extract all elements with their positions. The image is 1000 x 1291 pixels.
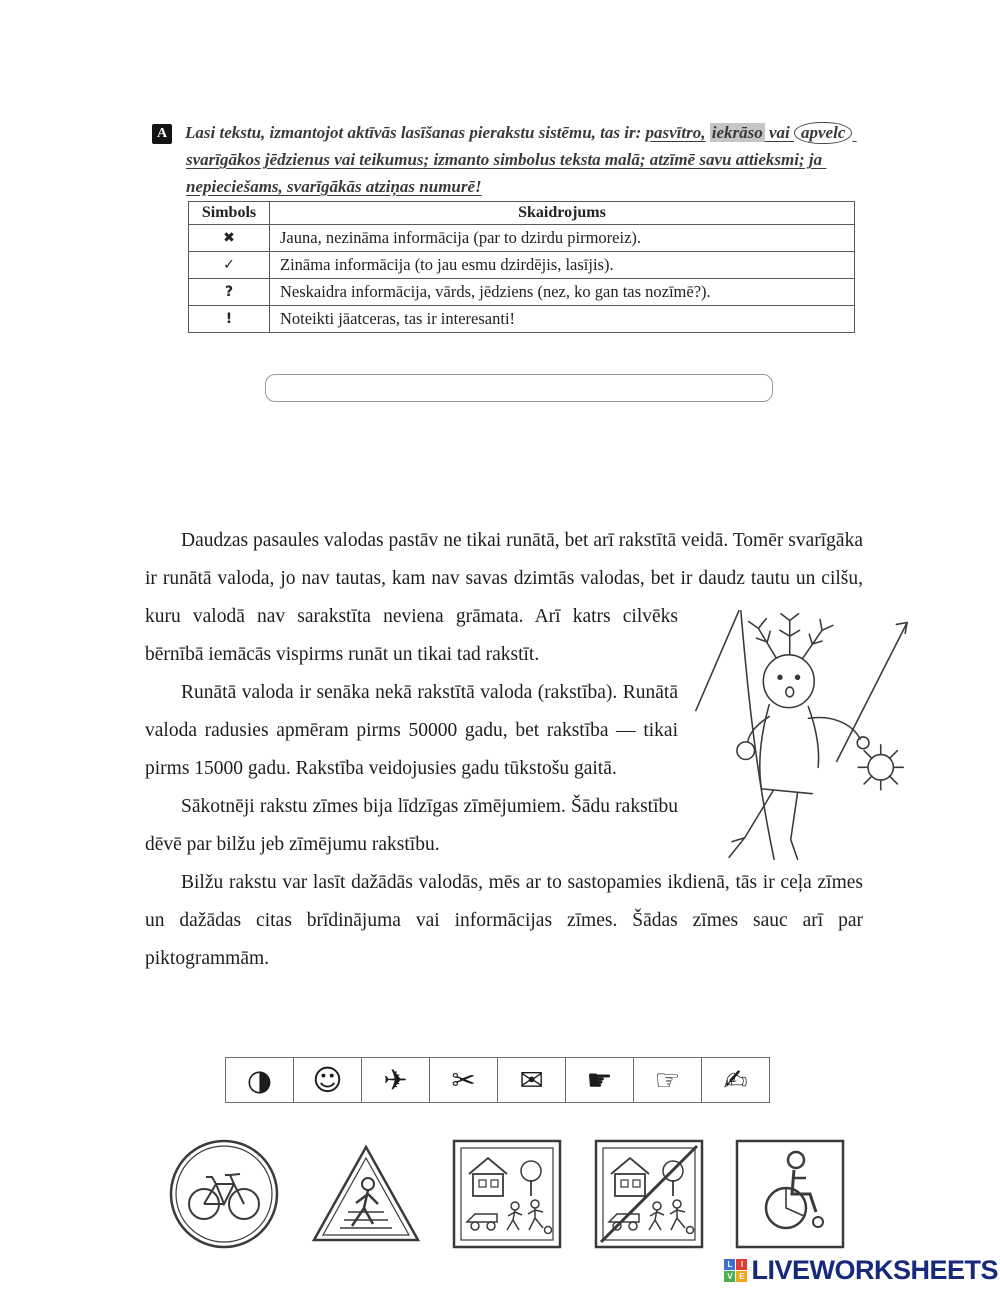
instruction-segment-highlight: iekrāso (711, 123, 763, 142)
pictogram-cell (702, 1058, 769, 1102)
instruction-text (185, 122, 857, 196)
caveman-drawing-svg (688, 606, 913, 864)
instruction-segment-underline: pasvītro, (645, 123, 706, 142)
pictogram-cell (566, 1058, 634, 1102)
symbol-cell: ? (189, 279, 270, 306)
instruction-segment-underline: vai (764, 123, 795, 142)
symbols-table-row (189, 225, 855, 252)
answer-input[interactable] (265, 374, 773, 402)
pedestrian-crossing-sign (310, 1138, 422, 1250)
pointing-finger-icon: ☞ (654, 1062, 681, 1097)
logo-square: V (724, 1271, 735, 1282)
phone-dial-icon: ◑ (246, 1062, 273, 1097)
article-paragraph: Bilžu rakstu var lasīt dažādās valodās, mēs ar to sastopamies ikdienā, tās ir ceļa zīmes un dažādas citas brīdinājuma vai informācijas zīmes. Šādas zīmes sauc arī par piktogrammām. (145, 872, 863, 969)
symbol-cell: ! (189, 306, 270, 333)
symbols-table-row (189, 306, 855, 333)
logo-square: L (724, 1259, 735, 1270)
instruction-segment-underline: svarīgākos jēdzienus vai teikumus; izmanto simbolus teksta malā; atzīmē savu attieksmi; ja nepieciešams, svarīgākās atziņas numurē! (186, 123, 857, 196)
instruction-segment-plain: Lasi tekstu, izmantojot aktīvās lasīšanas pierakstu sistēmu, tas ir: (185, 123, 646, 142)
article-paragraph: Sākotnēji rakstu zīmes bija līdzīgas zīmējumiem. Šādu rakstību dēvē par bilžu jeb zīmējumu rakstību. (145, 796, 678, 855)
symbols-table (188, 201, 855, 333)
pictogram-cell (430, 1058, 498, 1102)
explanation-cell: Noteikti jāatceras, tas ir interesanti! (270, 306, 855, 333)
pictogram-strip (225, 1057, 770, 1103)
explanation-cell: Jauna, nezināma informācija (par to dzirdu pirmoreiz). (270, 225, 855, 252)
article (145, 522, 863, 978)
symbol-cell: ✓ (189, 252, 270, 279)
symbols-table-header-row (189, 202, 855, 225)
logo-squares (724, 1259, 747, 1282)
pictogram-cell (226, 1058, 294, 1102)
article-paragraph: Daudzas pasaules valodas pastāv ne tikai runātā, bet arī rakstītā veidā. Tomēr svarīgāka ir runātā valoda, jo nav tautas, kam nav savas dzimtās valodas, bet ir daudz tautu un cilšu, kuru valodā nav sarakstīta neviena grāmata. Arī katrs cilvēks bērnībā iemācās vispirms runāt un tikai tad rakstīt. (145, 530, 863, 665)
instruction-segment-circle: apvelc (794, 122, 852, 144)
symbol-cell: ✖ (189, 225, 270, 252)
liveworksheets-logo[interactable] (724, 1255, 998, 1286)
residential-zone-sign (451, 1138, 563, 1250)
pictogram-cell (498, 1058, 566, 1102)
explanation-cell: Neskaidra informācija, vārds, jēdziens (nez, ko gan tas nozīmē?). (270, 279, 855, 306)
logo-square: I (736, 1259, 747, 1270)
residential-zone-end-sign (593, 1138, 705, 1250)
explanation-cell: Zināma informācija (to jau esmu dzirdējis, lasījis). (270, 252, 855, 279)
envelope-icon: ✉ (519, 1062, 544, 1097)
pictogram-cell (362, 1058, 430, 1102)
table-header-simbols: Simbols (189, 202, 270, 225)
bicycle-sign (168, 1138, 280, 1250)
pointing-hand-icon: ☛ (586, 1062, 613, 1097)
table-header-skaidrojums: Skaidrojums (270, 202, 855, 225)
scissors-icon: ✂ (451, 1062, 476, 1097)
exercise-marker: A (152, 124, 172, 144)
symbols-table-body (189, 225, 855, 333)
pictogram-cell (294, 1058, 362, 1102)
instruction-block (152, 119, 900, 200)
wheelchair-accessible-sign (734, 1138, 846, 1250)
logo-square: E (736, 1271, 747, 1282)
smiley-icon: ☺ (312, 1062, 343, 1097)
traffic-signs-row (168, 1138, 846, 1250)
symbols-table-row (189, 252, 855, 279)
airplane-icon: ✈ (383, 1062, 408, 1097)
brand-name: LIVEWORKSHEETS (751, 1255, 998, 1285)
symbols-table-row (189, 279, 855, 306)
writing-hand-icon: ✍ (723, 1062, 748, 1097)
pictogram-cell (634, 1058, 702, 1102)
article-paragraph: Runātā valoda ir senāka nekā rakstītā valoda (rakstība). Runātā valoda radusies apmēram pirms 50000 gadu, bet rakstība — tikai pirms 15000 gadu. Rakstība veidojusies gadu tūkstošu gaitā. (145, 682, 678, 779)
